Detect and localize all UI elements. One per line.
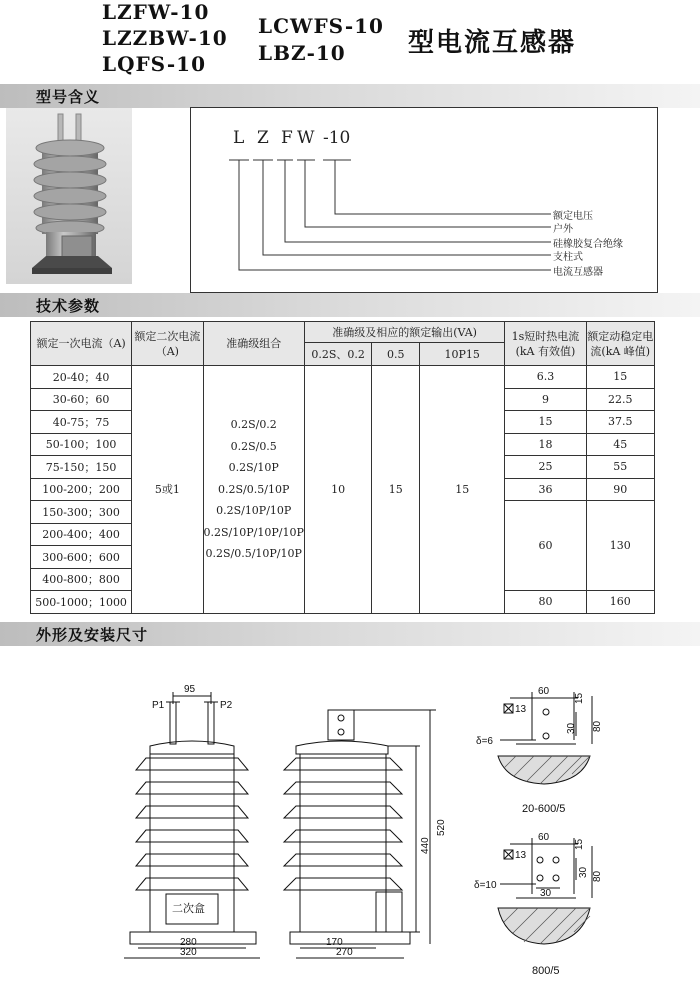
detail1-dim-60: 60 (538, 686, 550, 697)
thermal-current-cell: 80 (505, 591, 586, 614)
header-accuracy-combination: 准确级组合 (203, 322, 304, 366)
header-secondary-current: 额定二次电流（A) (132, 322, 203, 366)
dim-170: 170 (326, 937, 343, 948)
output-10p15-cell: 15 (420, 366, 505, 614)
header-thermal-current: 1s短时热电流(kA 有效值) (505, 322, 586, 366)
combination-item: 0.2S/0.5/10P (218, 482, 290, 496)
dim-270: 270 (336, 947, 353, 958)
model-lzzbw: LZZBW-10 (102, 26, 228, 50)
output-02s-cell: 10 (304, 366, 372, 614)
detail2-caption: 800/5 (532, 965, 560, 977)
model-lcwfs: LCWFS-10 (258, 14, 384, 38)
section-bar-dims (0, 622, 700, 646)
model-lqfs: LQFS-10 (102, 52, 206, 76)
thermal-current-cell: 9 (505, 388, 586, 411)
primary-current-cell: 400-800；800 (31, 568, 132, 591)
combination-item: 0.2S/10P (228, 461, 279, 474)
combination-item: 0.2S/10P/10P (216, 504, 292, 517)
header-output-10p15: 10P15 (420, 343, 505, 366)
thermal-current-cell: 15 (505, 411, 586, 434)
primary-current-cell: 40-75；75 (31, 411, 132, 434)
label-secondary-box: 二次盒 (172, 902, 205, 915)
product-photo (6, 108, 132, 284)
meaning-label-outdoor: 户外 (553, 224, 573, 235)
header-rated-output: 准确级及相应的额定输出(VA) (304, 322, 505, 343)
combination-item: 0.2S/0.5 (230, 439, 277, 453)
meaning-label-voltage: 额定电压 (553, 211, 593, 222)
header-output-05: 0.5 (372, 343, 420, 366)
detail1-hole: 13 (515, 704, 527, 715)
secondary-current-cell: 5或1 (132, 366, 203, 614)
primary-current-cell: 500-1000；1000 (31, 591, 132, 614)
detail1-dim-80: 80 (592, 720, 603, 732)
detail2-dim-15: 15 (574, 838, 585, 850)
label-p2: P2 (220, 700, 233, 711)
combination-item: 0.2S/0.5/10P/10P (205, 547, 302, 560)
detail1-thickness: δ=6 (476, 736, 493, 747)
code-char-l: L (233, 128, 245, 148)
thermal-current-cell: 60 (505, 501, 586, 591)
model-lbz: LBZ-10 (258, 41, 346, 65)
detail1-dim-15: 15 (574, 692, 585, 704)
detail2-dim-80: 80 (592, 870, 603, 882)
dim-520: 520 (436, 819, 447, 836)
meaning-label-insulation: 硅橡胶复合绝缘 (553, 239, 623, 250)
code-char-z: Z (257, 128, 269, 148)
meaning-label-pillar: 支柱式 (553, 252, 583, 263)
header-primary-current: 额定一次电流（A) (31, 322, 132, 366)
detail2-hole: 13 (515, 850, 527, 861)
model-lzfw: LZFW-10 (102, 0, 210, 24)
section-title-meaning: 型号含义 (36, 88, 101, 106)
primary-current-cell: 150-300；300 (31, 501, 132, 524)
dynamic-current-cell: 130 (586, 501, 654, 591)
dynamic-current-cell: 90 (586, 478, 654, 501)
meaning-label-ct: 电流互感器 (553, 267, 603, 278)
code-char-f: F (281, 128, 293, 148)
primary-current-cell: 30-60；60 (31, 388, 132, 411)
parameters-table (30, 321, 655, 614)
dynamic-current-cell: 22.5 (586, 388, 654, 411)
header-dynamic-current: 额定动稳定电流(kA 峰值) (586, 322, 654, 366)
installation-drawing (0, 660, 700, 993)
detail2-dim-60: 60 (538, 832, 550, 843)
detail1-dim-30: 30 (566, 722, 577, 734)
combination-item: 0.2S/10P/10P/10P (203, 525, 304, 539)
section-title-params: 技术参数 (36, 297, 101, 315)
combination-item: 0.2S/0.2 (230, 418, 277, 431)
header-output-02s: 0.2S、0.2 (304, 343, 372, 366)
primary-current-cell: 100-200；200 (31, 478, 132, 501)
dynamic-current-cell: 160 (586, 591, 654, 614)
code-char-voltage: -10 (323, 128, 351, 148)
dim-95: 95 (184, 684, 196, 695)
detail2-dim-30b: 30 (540, 888, 552, 899)
thermal-current-cell: 25 (505, 456, 586, 479)
section-bar-params (0, 293, 700, 317)
primary-current-cell: 300-600；600 (31, 546, 132, 569)
dynamic-current-cell: 15 (586, 366, 654, 389)
dim-320: 320 (180, 947, 197, 958)
detail1-caption: 20-600/5 (522, 803, 566, 815)
output-05-cell: 15 (372, 366, 420, 614)
side-view (284, 710, 436, 958)
thermal-current-cell: 36 (505, 478, 586, 501)
section-bar-meaning (0, 84, 700, 108)
detail2-dim-30: 30 (578, 866, 589, 878)
thermal-current-cell: 6.3 (505, 366, 586, 389)
primary-current-cell: 50-100；100 (31, 433, 132, 456)
label-p1: P1 (152, 700, 165, 711)
primary-current-cell: 200-400；400 (31, 523, 132, 546)
dynamic-current-cell: 45 (586, 433, 654, 456)
accuracy-combination-cell (203, 366, 304, 614)
primary-current-cell: 75-150；150 (31, 456, 132, 479)
dynamic-current-cell: 55 (586, 456, 654, 479)
primary-current-cell: 20-40；40 (31, 366, 132, 389)
dynamic-current-cell: 37.5 (586, 411, 654, 434)
front-view (124, 692, 260, 958)
dim-280: 280 (180, 937, 197, 948)
document-title: 型电流互感器 (408, 28, 577, 58)
code-char-w: W (297, 128, 315, 148)
section-title-dims: 外形及安装尺寸 (36, 626, 149, 644)
model-meaning-box (190, 107, 658, 293)
detail-view-1 (498, 692, 592, 784)
dim-440: 440 (420, 837, 431, 854)
thermal-current-cell: 18 (505, 433, 586, 456)
detail2-thickness: δ=10 (474, 880, 497, 891)
